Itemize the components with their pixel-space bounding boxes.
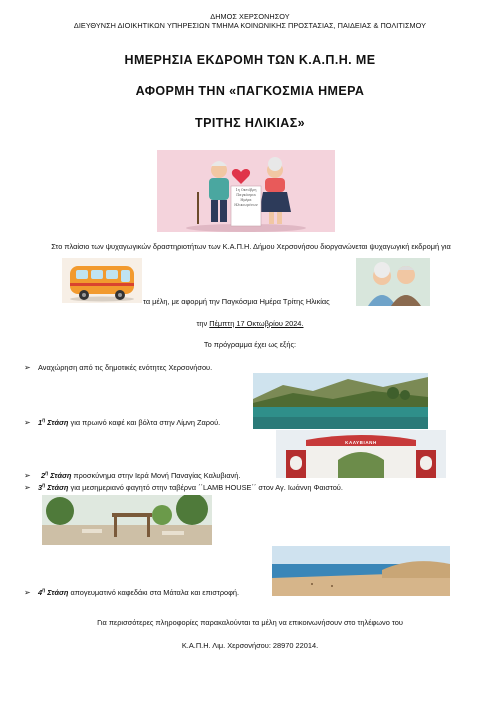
program-item-departure xyxy=(24,363,212,373)
tavern-garden-illustration xyxy=(42,495,212,545)
stop-1-ordinal: η xyxy=(42,417,46,424)
program-item-stop-1 xyxy=(24,418,220,428)
stop-3-text: για μεσημεριανό φαγητό στην ταβέρνα ΄΄LAMB HOUSE΄΄ στον Αγ. Ιωάννη Φαιστού. xyxy=(68,483,343,492)
program-intro: Το πρόγραμμα έχει ως εξής: xyxy=(203,340,297,349)
program-item-stop-2 xyxy=(24,471,240,481)
elderly-couple-photo-illustration xyxy=(356,258,430,306)
municipality-name: ΔΗΜΟΣ ΧΕΡΣΟΝΗΣΟΥ xyxy=(210,12,290,21)
elderly-couple-image xyxy=(157,150,335,232)
departure-text: Αναχώρηση από τις δημοτικές ενότητες Χερσονήσου. xyxy=(38,363,213,372)
date-prefix: την xyxy=(196,319,210,328)
matala-beach-image xyxy=(272,546,450,596)
beach-illustration xyxy=(272,546,450,596)
stop-3-ordinal: η xyxy=(42,482,46,489)
intro-text-line-2: τα μέλη, με αφορμή την Παγκόσμια Ημέρα Τρίτης Ηλικίας xyxy=(143,297,330,306)
hero-sign-line-2: Παγκόσμια xyxy=(236,193,256,197)
bus-image xyxy=(62,258,142,303)
trip-date-line xyxy=(0,319,500,329)
lamb-house-tavern-image xyxy=(42,495,212,545)
monastery-kalyviani-image xyxy=(276,430,446,478)
stop-2-text: προσκύνημα στην Ιερά Μονή Παναγίας Καλυβιανή. xyxy=(71,471,241,480)
bullet-arrow-icon: ➢ xyxy=(24,588,31,597)
title-line-1: ΗΜΕΡΗΣΙΑ ΕΚΔΡΟΜΗ ΤΩΝ Κ.Α.Π.Η. ΜΕ xyxy=(124,53,376,67)
stop-1-label: Στάση xyxy=(45,418,69,427)
trip-date: Πέμπτη 17 Οκτωβρίου 2024. xyxy=(209,319,304,328)
hero-sign-line-1: 1η Οκτώβρη xyxy=(235,188,257,192)
stop-4-label: Στάση xyxy=(45,588,69,597)
stop-4-number: 4 xyxy=(38,588,43,597)
stop-4-ordinal: η xyxy=(42,587,46,594)
stop-4-text: απογευματινό καφεδάκι στα Μάταλα και επιστροφή. xyxy=(68,588,240,597)
stop-3-number: 3 xyxy=(38,483,43,492)
stop-2-label: Στάση xyxy=(48,471,72,480)
bullet-arrow-icon: ➢ xyxy=(24,363,31,372)
bullet-arrow-icon: ➢ xyxy=(24,471,31,480)
bullet-arrow-icon: ➢ xyxy=(24,483,31,492)
stop-3-label: Στάση xyxy=(45,483,69,492)
program-item-stop-3 xyxy=(24,483,343,493)
stop-1-text: για πρωινό καφέ και βόλτα στην Λίμνη Ζαρού. xyxy=(68,418,221,427)
elderly-couple-photo xyxy=(356,258,430,306)
bullet-arrow-icon: ➢ xyxy=(24,418,31,427)
intro-text-line-1: Στο πλαίσιο των ψυχαγωγικών δραστηριοτήτων των Κ.Α.Π.Η. Δήμου Χερσονήσου διοργανώνεται ψυχαγωγική εκδρομή για xyxy=(51,242,451,251)
monastery-gate-illustration xyxy=(276,430,446,478)
footer-contact: Κ.Α.Π.Η. Λιμ. Χερσονήσου: 28970 22014. xyxy=(181,641,319,650)
monastery-sign: ΚΑΛΥΒΙΑΝΗ xyxy=(345,440,377,445)
stop-1-number: 1 xyxy=(38,418,43,427)
bus-icon xyxy=(62,258,142,303)
stop-2-ordinal: η xyxy=(45,470,49,477)
title-line-3: ΤΡΙΤΗΣ ΗΛΙΚΙΑΣ» xyxy=(195,116,305,130)
lake-landscape xyxy=(253,373,428,429)
program-item-stop-4 xyxy=(24,588,239,598)
hero-sign-line-4: Ηλικιωμένων xyxy=(234,203,258,207)
stop-2-number: 2 xyxy=(41,471,46,480)
footer-info: Για περισσότερες πληροφορίες παρακαλούνται τα μέλη να επικοινωνήσουν στο τηλέφωνο του xyxy=(97,618,403,627)
title-line-2: ΑΦΟΡΜΗ ΤΗΝ «ΠΑΓΚΟΣΜΙΑ ΗΜΕΡΑ xyxy=(135,84,365,98)
hero-sign-line-3: Ημέρα xyxy=(240,198,252,202)
department-name: ΔΙΕΥΘΥΝΣΗ ΔΙΟΙΚΗΤΙΚΩΝ ΥΠΗΡΕΣΙΩΝ ΤΜΗΜΑ ΚΟΙΝΩΝΙΚΗΣ ΠΡΟΣΤΑΣΙΑΣ, ΠΑΙΔΕΙΑΣ & ΠΟΛΙΤΙΣΜΟΥ xyxy=(73,21,427,30)
lake-zaros-image xyxy=(253,373,428,429)
